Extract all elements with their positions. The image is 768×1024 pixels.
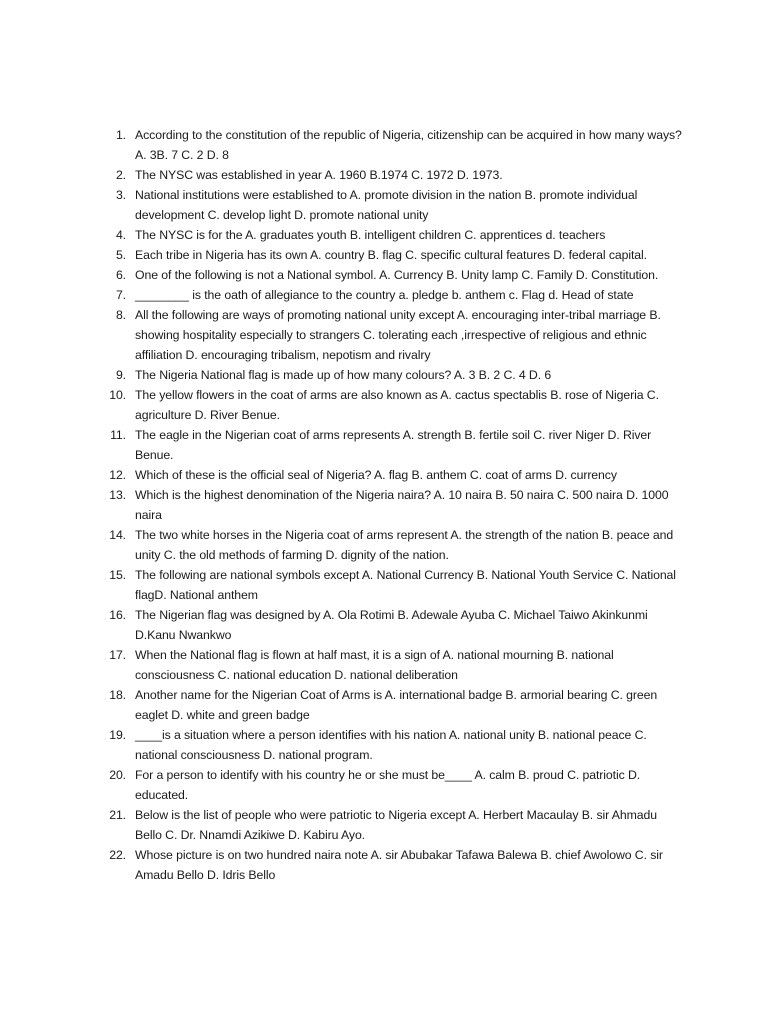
question-item — [0, 285, 683, 305]
question-text: ____is a situation where a person identifies with his nation A. national unity B. national peace C. national consciousness D. national program. — [135, 728, 647, 762]
question-number: 22. — [109, 848, 126, 862]
question-item — [0, 805, 683, 845]
question-text: Each tribe in Nigeria has its own A. country B. flag C. specific cultural features D. federal capital. — [135, 248, 647, 262]
question-text: The eagle in the Nigerian coat of arms represents A. strength B. fertile soil C. river Niger D. River Benue. — [135, 428, 652, 462]
question-number: 4. — [115, 228, 126, 242]
question-number: 18. — [109, 688, 126, 702]
question-item — [0, 565, 683, 605]
question-item — [0, 245, 683, 265]
question-text: The Nigeria National flag is made up of how many colours? A. 3 B. 2 C. 4 D. 6 — [135, 368, 552, 382]
question-number: 13. — [109, 488, 126, 502]
question-item — [0, 605, 683, 645]
question-text: National institutions were established to A. promote division in the nation B. promote individual development C. develop light D. promote national unity — [135, 188, 638, 222]
question-item — [0, 385, 683, 425]
question-number: 21. — [109, 808, 126, 822]
question-text: One of the following is not a National symbol. A. Currency B. Unity lamp C. Family D. Constitution. — [135, 268, 659, 282]
question-text: The NYSC was established in year A. 1960 B.1974 C. 1972 D. 1973. — [135, 168, 503, 182]
question-text: When the National flag is flown at half mast, it is a sign of A. national mourning B. national consciousness C. national education D. national deliberation — [135, 648, 614, 682]
question-item — [0, 305, 683, 365]
question-number: 5. — [115, 248, 126, 262]
question-text: Whose picture is on two hundred naira note A. sir Abubakar Tafawa Balewa B. chief Awolowo C. sir Amadu Bello D. Idris Bello — [135, 848, 663, 882]
question-item — [0, 765, 683, 805]
question-number: 3. — [115, 188, 126, 202]
question-number: 15. — [109, 568, 126, 582]
question-number: 14. — [109, 528, 126, 542]
question-number: 1. — [115, 128, 126, 142]
question-item — [0, 645, 683, 685]
question-text: The two white horses in the Nigeria coat of arms represent A. the strength of the nation B. peace and unity C. the old methods of farming D. dignity of the nation. — [135, 528, 674, 562]
question-item — [0, 265, 683, 285]
question-item — [0, 125, 683, 165]
question-item — [0, 685, 683, 725]
question-item — [0, 165, 683, 185]
question-text: The NYSC is for the A. graduates youth B. intelligent children C. apprentices d. teachers — [135, 228, 606, 242]
question-text: According to the constitution of the republic of Nigeria, citizenship can be acquired in how many ways? A. 3B. 7 C. 2 D. 8 — [135, 128, 682, 162]
question-text: ________ is the oath of allegiance to the country a. pledge b. anthem c. Flag d. Head of state — [135, 288, 634, 302]
question-list — [0, 125, 768, 885]
question-text: Which is the highest denomination of the Nigeria naira? A. 10 naira B. 50 naira C. 500 naira D. 1000 naira — [135, 488, 669, 522]
question-item — [0, 365, 683, 385]
question-text: Which of these is the official seal of Nigeria? A. flag B. anthem C. coat of arms D. currency — [135, 468, 617, 482]
question-item — [0, 225, 683, 245]
question-number: 20. — [109, 768, 126, 782]
question-number: 12. — [109, 468, 126, 482]
question-number: 11. — [110, 428, 126, 442]
question-text: Another name for the Nigerian Coat of Arms is A. international badge B. armorial bearing C. green eaglet D. white and green badge — [135, 688, 658, 722]
question-text: The yellow flowers in the coat of arms are also known as A. cactus spectablis B. rose of Nigeria C. agriculture D. River Benue. — [135, 388, 659, 422]
question-text: Below is the list of people who were patriotic to Nigeria except A. Herbert Macaulay B. sir Ahmadu Bello C. Dr. Nnamdi Azikiwe D. Kabiru Ayo. — [135, 808, 657, 842]
question-text: The Nigerian flag was designed by A. Ola Rotimi B. Adewale Ayuba C. Michael Taiwo Akinkunmi D.Kanu Nwankwo — [135, 608, 648, 642]
question-number: 7. — [115, 288, 126, 302]
question-number: 2. — [115, 168, 126, 182]
question-item — [0, 725, 683, 765]
question-number: 17. — [109, 648, 126, 662]
question-number: 16. — [109, 608, 126, 622]
question-text: For a person to identify with his country he or she must be____ A. calm B. proud C. patriotic D. educated. — [135, 768, 641, 802]
question-number: 10. — [109, 388, 126, 402]
question-item — [0, 525, 683, 565]
question-item — [0, 465, 683, 485]
question-number: 19. — [109, 728, 126, 742]
question-item — [0, 185, 683, 225]
question-item — [0, 485, 683, 525]
question-item — [0, 425, 683, 465]
question-number: 9. — [115, 368, 126, 382]
question-item — [0, 845, 683, 885]
question-text: All the following are ways of promoting national unity except A. encouraging inter-tribal marriage B. showing hospitality especially to strangers C. tolerating each ,irrespective of religious and ethnic affiliation D. encouraging tribalism, nepotism and rivalry — [135, 308, 661, 362]
question-number: 8. — [115, 308, 126, 322]
question-number: 6. — [115, 268, 126, 282]
question-text: The following are national symbols except A. National Currency B. National Youth Service C. National flagD. National anthem — [135, 568, 676, 602]
